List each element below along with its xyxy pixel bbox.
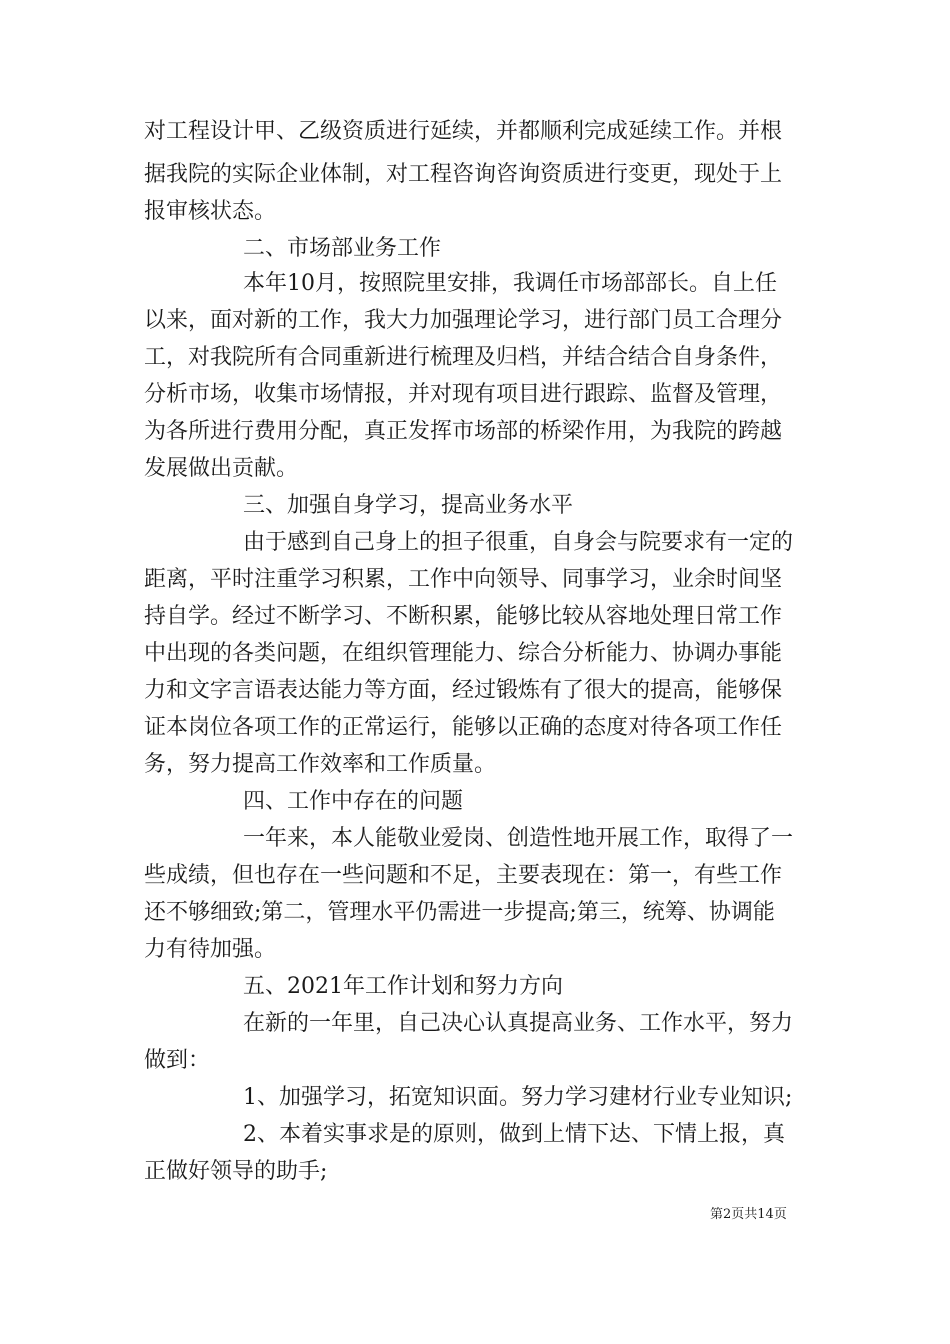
section-heading: 四、工作中存在的问题 <box>243 789 464 814</box>
body-text-line: 以来，面对新的工作，我大力加强理论学习，进行部门员工合理分 <box>144 308 783 333</box>
body-text-line: 报审核状态。 <box>144 199 277 224</box>
body-text-line: 分析市场，收集市场情报，并对现有项目进行跟踪、监督及管理， <box>144 382 783 407</box>
body-text-line: 在新的一年里，自己决心认真提高业务、工作水平，努力 <box>243 1011 794 1036</box>
body-text-line: 据我院的实际企业体制，对工程咨询咨询资质进行变更，现处于上 <box>144 162 783 187</box>
body-text-line: 力和文字言语表达能力等方面，经过锻炼有了很大的提高，能够保 <box>144 678 783 703</box>
body-text-line: 正做好领导的助手; <box>144 1159 328 1184</box>
section-heading: 三、加强自身学习，提高业务水平 <box>243 493 574 518</box>
body-text-line: 工，对我院所有合同重新进行梳理及归档，并结合结合自身条件， <box>144 345 783 370</box>
body-text-line: 证本岗位各项工作的正常运行，能够以正确的态度对待各项工作任 <box>144 715 783 740</box>
body-text-line: 务，努力提高工作效率和工作质量。 <box>144 752 497 777</box>
list-item: 1、加强学习，拓宽知识面。努力学习建材行业专业知识; <box>243 1085 793 1110</box>
body-text-line: 中出现的各类问题，在组织管理能力、综合分析能力、协调办事能 <box>144 641 783 666</box>
list-item: 2、本着实事求是的原则，做到上情下达、下情上报，真 <box>243 1122 785 1147</box>
body-text-line: 发展做出贡献。 <box>144 456 299 481</box>
body-text-line: 由于感到自己身上的担子很重，自身会与院要求有一定的 <box>243 530 794 555</box>
body-text-line: 些成绩，但也存在一些问题和不足，主要表现在：第一，有些工作 <box>144 863 783 888</box>
body-text-line: 对工程设计甲、乙级资质进行延续，并都顺利完成延续工作。并根 <box>144 119 783 144</box>
body-text-line: 做到： <box>144 1048 211 1073</box>
section-heading: 五、2021年工作计划和努力方向 <box>243 974 563 999</box>
body-text-line: 本年10月，按照院里安排，我调任市场部部长。自上任 <box>243 271 777 296</box>
page-number-footer: 第2页共14页 <box>710 1207 787 1222</box>
body-text-line: 力有待加强。 <box>144 937 277 962</box>
body-text-line: 还不够细致;第二，管理水平仍需进一步提高;第三，统筹、协调能 <box>144 900 775 925</box>
body-text-line: 持自学。经过不断学习、不断积累，能够比较从容地处理日常工作 <box>144 604 783 629</box>
body-text-line: 为各所进行费用分配，真正发挥市场部的桥梁作用，为我院的跨越 <box>144 419 783 444</box>
section-heading: 二、市场部业务工作 <box>243 236 442 261</box>
body-text-line: 一年来，本人能敬业爱岗、创造性地开展工作，取得了一 <box>243 826 794 851</box>
body-text-line: 距离，平时注重学习积累，工作中向领导、同事学习，业余时间坚 <box>144 567 783 592</box>
